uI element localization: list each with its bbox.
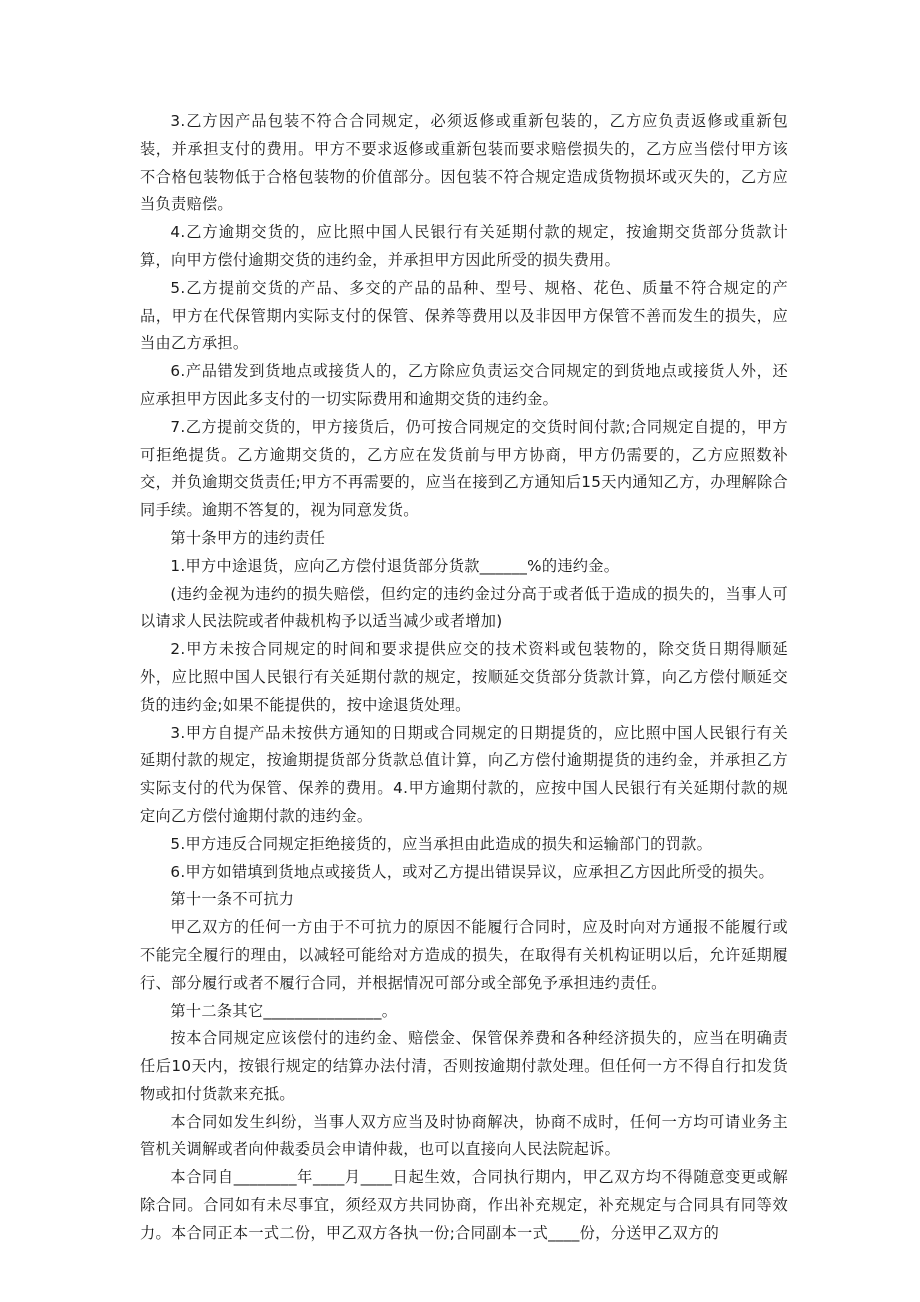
- clause-b4-late-delivery: 4.乙方逾期交货的，应比照中国人民银行有关延期付款的规定，按逾期交货部分货款计算，向甲方偿付逾期交货的违约金，并承担甲方因此所受的损失费用。: [140, 223, 788, 269]
- article-10-heading: 第十条甲方的违约责任: [170, 528, 326, 547]
- clause-a1-return: 1.甲方中途退货，应向乙方偿付退货部分货款______%的违约金。: [170, 556, 620, 575]
- effective-date-text: 本合同自________年____月____日起生效，合同执行期内，甲乙双方均不得随意变更或解除合同。合同如有未尽事宜，须经双方共同协商，作出补充规定，补充规定与合同具有同等效力。本合同正本一式二份，甲乙双方各执一份;合同副本一式____份，分送甲乙双方的: [140, 1168, 788, 1242]
- clause-b5-early-delivery: 5.乙方提前交货的产品、多交的产品的品种、型号、规格、花色、质量不符合规定的产品，甲方在代保管期内实际支付的保管、保养等费用以及非因甲方保管不善而发生的损失，应当由乙方承担。: [140, 278, 788, 353]
- clause-a2-technical-docs: 2.甲方未按合同规定的时间和要求提供应交的技术资料或包装物的，除交货日期得顺延外，应比照中国人民银行有关延期付款的规定，按顺延交货部分货款计算，向乙方偿付顺延交货的违约金;如果不能提供的，按中途退货处理。: [140, 640, 788, 714]
- dispute-text: 本合同如发生纠纷，当事人双方应当及时协商解决，协商不成时，任何一方均可请业务主管机关调解或者向仲裁委员会申请仲裁，也可以直接向人民法院起诉。: [140, 1112, 788, 1159]
- clause-b3-packaging: 3.乙方因产品包装不符合合同规定，必须返修或重新包装的，乙方应负责返修或重新包装，并承担支付的费用。甲方不要求返修或重新包装而要求赔偿损失的，乙方应当偿付甲方该不合格包装物低于合格包装物的价值部分。因包装不符合规定造成货物损坏或灭失的，乙方应当负责赔偿。: [140, 112, 788, 214]
- clause-a5-refuse-goods: 5.甲方违反合同规定拒绝接货的，应当承担由此造成的损失和运输部门的罚款。: [170, 834, 713, 853]
- settlement-text: 按本合同规定应该偿付的违约金、赔偿金、保管保养费和各种经济损失的，应当在明确责任后10天内，按银行规定的结算办法付清，否则按逾期付款处理。但任何一方不得自行扣发货物或扣付货款来充抵。: [140, 1029, 788, 1103]
- clause-b6-wrong-address: 6.产品错发到货地点或接货人的，乙方除应负责运交合同规定的到货地点或接货人外，还应承担甲方因此多支付的一切实际费用和逾期交货的违约金。: [140, 362, 788, 408]
- article-12-heading: 第十二条其它_______________。: [170, 1001, 398, 1020]
- clause-a6-wrong-info: 6.甲方如错填到货地点或接货人，或对乙方提出错误异议，应承担乙方因此所受的损失。: [170, 862, 775, 881]
- clause-a3-a4-pickup-payment: 3.甲方自提产品未按供方通知的日期或合同规定的日期提货的，应比照中国人民银行有关延期付款的规定，按逾期提货部分货款总值计算，向乙方偿付逾期提货的违约金，并承担乙方实际支付的代为保管、保养的费用。4.甲方逾期付款的，应按中国人民银行有关延期付款的规定向乙方偿付逾期付款的违约金。: [140, 723, 788, 825]
- clause-b7-early-late: 7.乙方提前交货的，甲方接货后，仍可按合同规定的交货时间付款;合同规定自提的，甲方可拒绝提货。乙方逾期交货的，乙方应在发货前与甲方协商，甲方仍需要的，乙方应照数补交，并负逾期交货责任;甲方不再需要的，应当在接到乙方通知后15天内通知乙方，办理解除合同手续。逾期不答复的，视为同意发货。: [140, 417, 788, 520]
- document-body: [140, 108, 788, 1248]
- clause-a1-note: (违约金视为违约的损失赔偿，但约定的违约金过分高于或者低于造成的损失的，当事人可以请求人民法院或者仲裁机构予以适当减少或者增加): [140, 584, 788, 631]
- force-majeure-text: 甲乙双方的任何一方由于不可抗力的原因不能履行合同时，应及时向对方通报不能履行或不能完全履行的理由，以减轻可能给对方造成的损失，在取得有关机构证明以后，允许延期履行、部分履行或者不履行合同，并根据情况可部分或全部免予承担违约责任。: [140, 918, 788, 992]
- article-11-heading: 第十一条不可抗力: [170, 890, 295, 909]
